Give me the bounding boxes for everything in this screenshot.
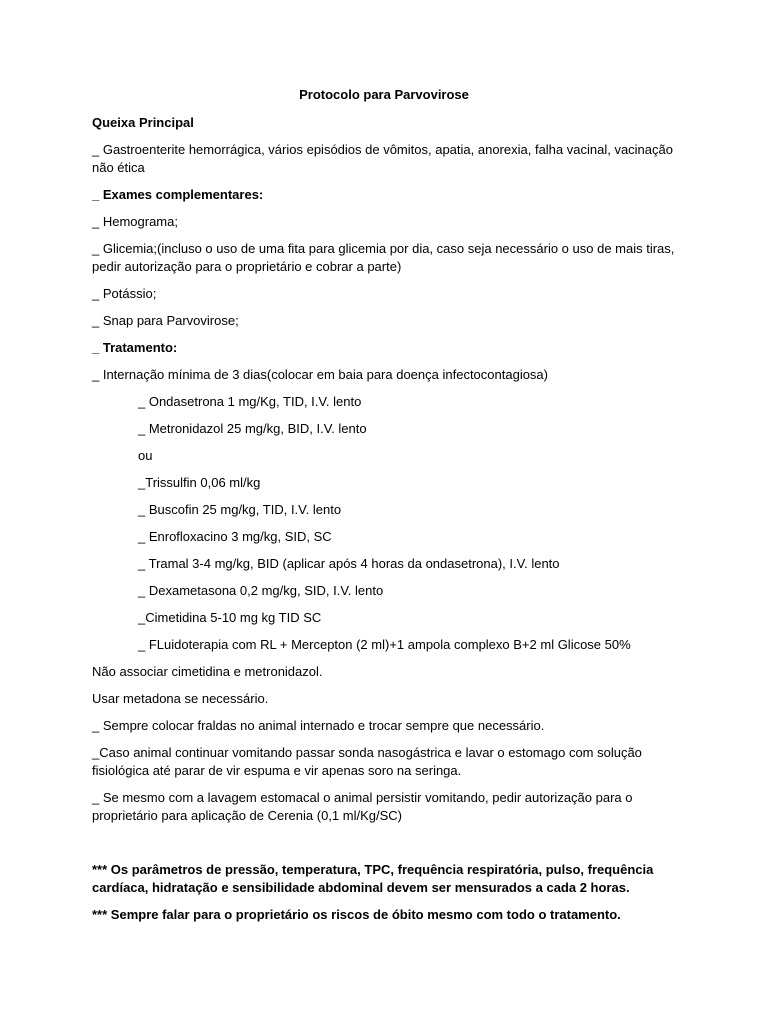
medicamento-item: _ Metronidazol 25 mg/kg, BID, I.V. lento — [138, 421, 367, 436]
medicamento-item: _ Dexametasona 0,2 mg/kg, SID, I.V. lento — [138, 583, 384, 598]
medicamento-item: _ Tramal 3-4 mg/kg, BID (aplicar após 4 horas da ondasetrona), I.V. lento — [138, 556, 560, 571]
heading-exames-complementares: _ Exames complementares: — [92, 187, 264, 202]
medicamento-item: _ FLuidoterapia com RL + Mercepton (2 ml)+1 ampola complexo B+2 ml Glicose 50% — [138, 637, 631, 652]
paragraph-spacer — [92, 834, 682, 861]
heading-tratamento: _ Tratamento: — [92, 340, 178, 355]
medicamento-item: _ Ondasetrona 1 mg/Kg, TID, I.V. lento — [138, 394, 362, 409]
heading-queixa-principal: Queixa Principal — [92, 115, 194, 130]
nota-item: _ Se mesmo com a lavagem estomacal o animal persistir vomitando, pedir autorização para o proprietário para aplicação de Cerenia (0,1 ml/Kg/SC) — [92, 790, 633, 823]
observacao-item: *** Sempre falar para o proprietário os riscos de óbito mesmo com todo o tratamento. — [92, 907, 621, 922]
nota-item: Usar metadona se necessário. — [92, 691, 269, 706]
document-title: Protocolo para Parvovirose — [299, 87, 469, 102]
nota-item: _Caso animal continuar vomitando passar sonda nasogástrica e lavar o estomago com solução fisiológica até parar de vir espuma e vir apenas soro na seringa. — [92, 745, 642, 778]
internacao-text: _ Internação mínima de 3 dias(colocar em baia para doença infectocontagiosa) — [92, 367, 548, 382]
document-body — [92, 114, 682, 933]
exame-item: _ Snap para Parvovirose; — [92, 313, 239, 328]
medicamento-item: _ Buscofin 25 mg/kg, TID, I.V. lento — [138, 502, 342, 517]
observacao-item: *** Os parâmetros de pressão, temperatura, TPC, frequência respiratória, pulso, frequência cardíaca, hidratação e sensibilidade abdominal devem ser mensurados a cada 2 horas. — [92, 862, 654, 895]
medicamento-alternative: ou — [138, 448, 153, 463]
nota-item: Não associar cimetidina e metronidazol. — [92, 664, 323, 679]
medicamento-item: _ Enrofloxacino 3 mg/kg, SID, SC — [138, 529, 332, 544]
nota-item: _ Sempre colocar fraldas no animal internado e trocar sempre que necessário. — [92, 718, 545, 733]
exame-item: _ Glicemia;(incluso o uso de uma fita para glicemia por dia, caso seja necessário o uso de mais tiras, pedir autorização para o proprietário e cobrar a parte) — [92, 241, 675, 274]
exame-item: _ Hemograma; — [92, 214, 178, 229]
exame-item: _ Potássio; — [92, 286, 157, 301]
queixa-text: _ Gastroenterite hemorrágica, vários episódios de vômitos, apatia, anorexia, falha vacinal, vacinação não ética — [92, 142, 673, 175]
medicamento-item: _Cimetidina 5-10 mg kg TID SC — [138, 610, 322, 625]
medicamento-item: _Trissulfin 0,06 ml/kg — [138, 475, 261, 490]
